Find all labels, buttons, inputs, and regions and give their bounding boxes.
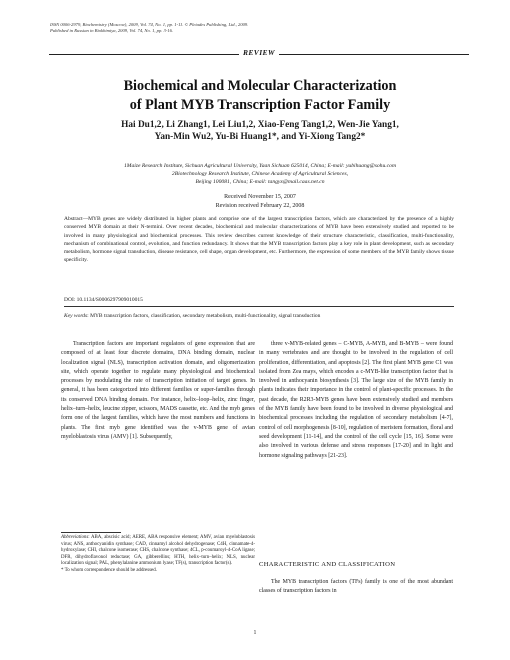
footnotes	[61, 535, 255, 575]
abstract-text: —MYB genes are widely distributed in higher plants and comprise one of the largest transcription factors, which are characterized by the presence of a highly conserved MYB domain at their N-termini. Over recent decades, biochemical and molecular characterizations of MYB have been extensively studied and reported to be involved in many physiological and biochemical processes. This review describes current knowledge of their structure characteristic, classification, multi-functionality, mechanism of combinational control, evolution, and function redundancy. It shows that the MYB transcription factors play a key role in plant development, such as secondary metabolism, hormone signal transduction, disease resistance, cell shape, organ development, etc. Furthermore, the expression of some members of the MYB family shows tissue specificity.	[64, 216, 454, 264]
abbreviations-text: : ABA, abscisic acid; AERE, ABA responsive element; AMV, avian myeloblastosis virus; ANS, anthocyanidin synthase; CAD, cinnamyl alcohol dehydrogenase; C4H, cinnamate-4-hydroxylase; CHI, chalcone isomerase; CHS, chalcone synthase; 4CL, p-coumaroyl-4-CoA ligase; DFR, dihydroflavonol reductase; GA, gibberellins; HTH, helix–turn–helix; NLS, nuclear localization signal; PAL, phenylalanine ammonium lyase; TF(s), transcription factor(s).	[61, 535, 255, 567]
submission-dates	[90, 193, 430, 211]
footnote-rule	[61, 532, 121, 533]
body-paragraph-left: Transcription factors are important regulators of gene expression that are composed of at least four discrete domains, DNA binding domain, nuclear localization signal (NLS), transcription activation domain, and oligomerization site, which operate together to regulate many physiological and biochemical processes by modulating the rate of transcription initiation of target genes. In general, it has been categorized into different families or super-families through its conserved DNA binding domain. For instance, helix–loop–helix, zinc finger, helix–turn–helix, leucine zipper, scissors, MADS cassette, etc. And the myb genes form one of the largest families, which have the most numbers and functions in plants. The first myb gene identified was the v-MYB gene of avian myeloblastosis virus (AMV) [1]. Subsequently,	[61, 341, 255, 440]
abstract-label: Abstract	[64, 216, 83, 222]
revised-date: Revision received February 22, 2008	[215, 203, 305, 209]
body-column-left	[61, 340, 255, 442]
affiliation-line-1: 1Maize Research Institute, Sichuan Agricultural University, Yaan Sichuan 625014, China; E-mail: yubihuang@sohu.com	[123, 163, 396, 169]
keywords-text: : MYB transcription factors, classification, secondary metabolism, multi-functionality, signal transduction	[87, 313, 321, 319]
section-body	[259, 578, 453, 597]
abstract	[64, 215, 454, 265]
keywords	[64, 312, 454, 320]
title-line-1: Biochemical and Molecular Characterization	[123, 78, 397, 94]
keywords-label: Key words	[64, 313, 88, 319]
affiliation-line-3: Beijing 100081, China; E-mail: tangyx@mail.caas.net.cn	[195, 179, 325, 185]
journal-header	[50, 22, 470, 34]
abbreviations-footnote	[61, 535, 255, 568]
affiliation-line-2: 2Biotechnology Research Institute, Chinese Academy of Agricultural Sciences,	[171, 171, 349, 177]
article-title	[60, 77, 460, 115]
authors-line-2: Yan-Min Wu2, Yu-Bi Huang1*, and Yi-Xiong Tang2*	[154, 132, 366, 142]
title-line-2: of Plant MYB Transcription Factor Family	[129, 97, 391, 113]
received-date: Received November 15, 2007	[224, 194, 296, 200]
correspondence-footnote: * To whom correspondence should be addressed.	[61, 567, 157, 573]
keywords-separator	[64, 306, 454, 307]
page-number: 1	[253, 630, 257, 636]
section-banner	[49, 45, 469, 57]
body-column-right	[259, 340, 453, 461]
authors-line-1: Hai Du1,2, Li Zhang1, Lei Liu1,2, Xiao-Feng Tang1,2, Wen-Jie Yang1,	[121, 120, 399, 130]
body-paragraph-right: three v-MYB-related genes – C-MYB, A-MYB, and B-MYB – were found in many vertebrates and are thought to be involved in the regulation of cell proliferation, differentiation, and apoptosis [2]. The first plant MYB gene C1 was isolated from Zea mays, which encodes a c-MYB-like transcription factor that is involved in anthocyanin biosynthesis [3]. The large size of the MYB family in plants indicates their importance in the control of plant-specific processes. In the past decade, the R2R3-MYB genes have been extensively studied and members of the MYB family have been found to be involved in diverse physiological and biochemical processes including the regulation of secondary metabolism [4-7], control of cell morphogenesis [8-10], regulation of meristem formation, floral and seed development [11-14], and the control of the cell cycle [15, 16]. Some were also involved in various defense and stress responses [17-20] and in light and hormone signaling pathways [21-23].	[259, 341, 453, 459]
review-label: REVIEW	[239, 48, 279, 57]
section-paragraph: The MYB transcription factors (TFs) family is one of the most abundant classes of transcription factors in	[259, 579, 453, 595]
doi: DOI: 10.1134/S0006297909010015	[64, 297, 143, 303]
abbreviations-label: Abbreviations	[61, 535, 89, 540]
section-heading: CHARACTERISTIC AND CLASSIFICATION	[259, 561, 396, 568]
affiliations	[70, 162, 450, 186]
published-in-line: Published in Russian in Biokhimiya, 2009, Vol. 74, No. 1, pp. 3-16.	[50, 28, 174, 33]
author-list	[62, 119, 458, 143]
journal-citation-line: ISSN 0006-2979, Biochemistry (Moscow), 2009, Vol. 74, No. 1, pp. 1-11. © Pleiades Publishing, Ltd., 2009.	[50, 22, 249, 27]
